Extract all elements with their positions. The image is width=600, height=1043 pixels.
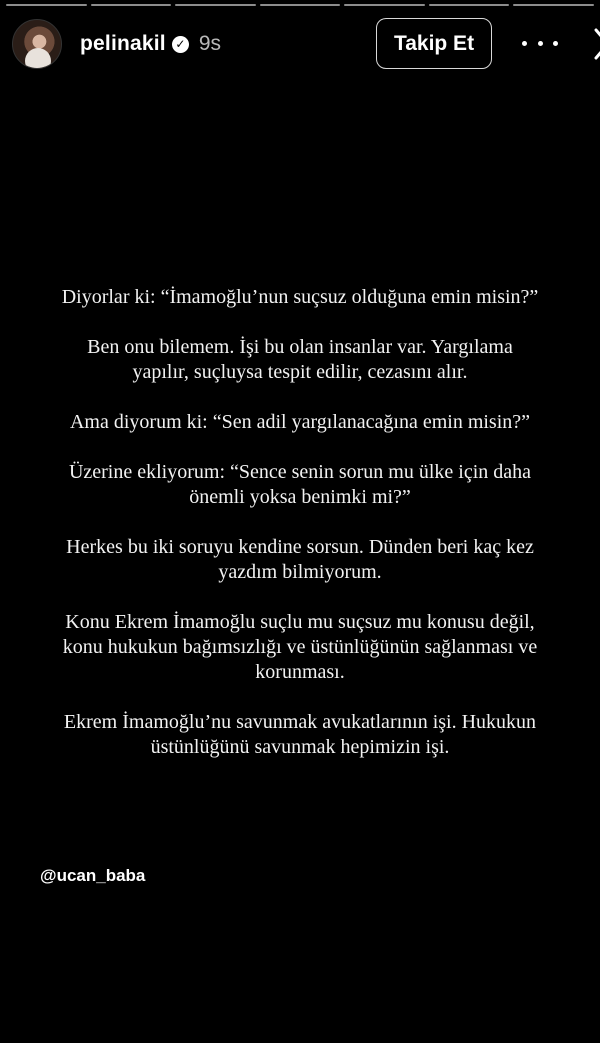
story-text [60, 285, 540, 785]
progress-segment [175, 4, 256, 6]
more-options-icon[interactable] [522, 30, 558, 56]
progress-segment [344, 4, 425, 6]
progress-segment [513, 4, 594, 6]
story-paragraph: Üzerine ekliyorum: “Sence senin sorun mu ülke için daha önemli yoksa benimki mi?” [68, 461, 532, 508]
verified-badge-icon: ✓ [172, 36, 189, 53]
story-paragraph: Ekrem İmamoğlu’nu savunmak avukatlarının işi. Hukukun üstünlüğünü savunmak hepimizin işi. [63, 711, 537, 758]
story-paragraph: Herkes bu iki soruyu kendine sorsun. Dünden beri kaç kez yazdım bilmiyorum. [66, 536, 534, 583]
progress-segment [429, 4, 510, 6]
follow-button[interactable]: Takip Et [376, 18, 492, 69]
story-paragraph: Ama diyorum ki: “Sen adil yargılanacağına emin misin?” [69, 411, 531, 433]
story-header [12, 18, 600, 70]
story-paragraph: Diyorlar ki: “İmamoğlu’nun suçsuz olduğuna emin misin?” [61, 286, 539, 308]
story-paragraph: Ben onu bilemem. İşi bu olan insanlar var. Yargılama yapılır, suçluysa tespit edilir, cezasını alır. [87, 336, 513, 383]
mention-tag[interactable]: @ucan_baba [40, 866, 146, 885]
progress-segment [260, 4, 341, 6]
username[interactable]: pelinakil [80, 32, 166, 55]
chevron-right-icon[interactable] [590, 26, 600, 62]
avatar[interactable] [12, 19, 62, 69]
story-paragraph: Konu Ekrem İmamoğlu suçlu mu suçsuz mu konusu değil, konu hukukun bağımsızlığı ve üstünlüğünün sağlanması ve korunması. [62, 611, 538, 683]
story-progress-bar [6, 4, 594, 6]
post-time: 9s [198, 32, 222, 55]
progress-segment [6, 4, 87, 6]
progress-segment [91, 4, 172, 6]
